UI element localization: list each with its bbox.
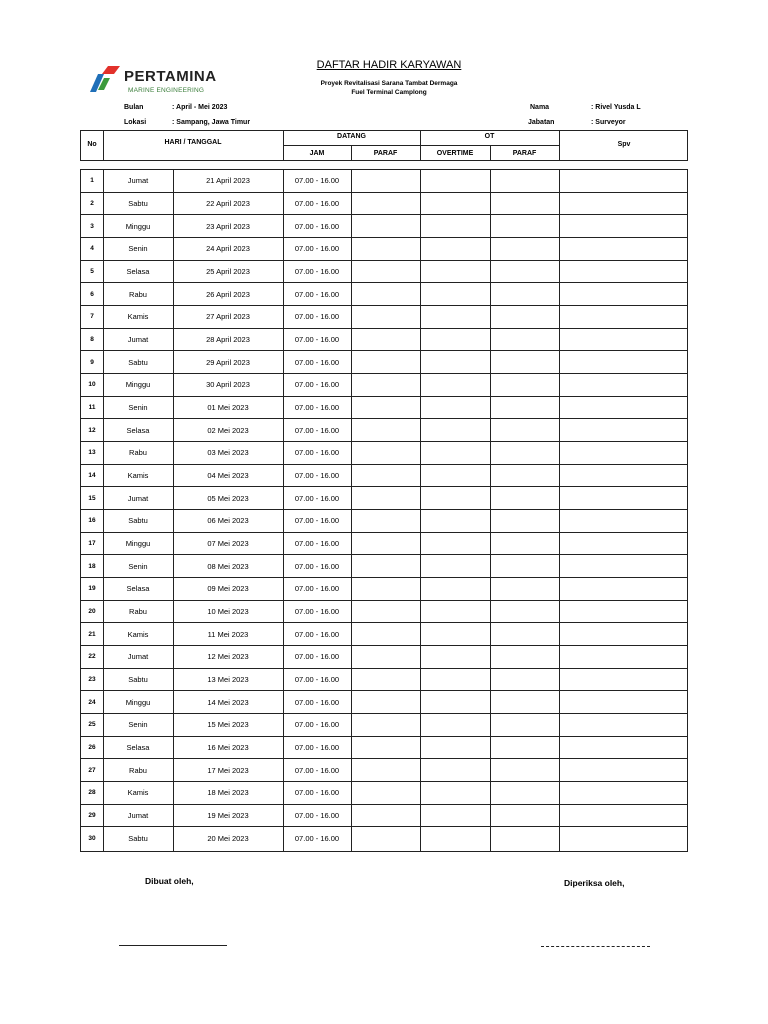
row-jam: 07.00 - 16.00 xyxy=(294,834,340,844)
table-row xyxy=(81,351,687,374)
table-row xyxy=(81,805,687,828)
paraf-cell[interactable] xyxy=(351,351,420,373)
spv-cell[interactable] xyxy=(559,283,689,305)
overtime-cell[interactable] xyxy=(420,782,490,804)
row-no: 10 xyxy=(88,381,96,389)
row-jam: 07.00 - 16.00 xyxy=(294,584,340,594)
row-hari: Jumat xyxy=(127,334,149,344)
table-row xyxy=(81,215,687,238)
row-hari: Jumat xyxy=(127,176,149,186)
row-no: 5 xyxy=(90,267,94,275)
row-no: 13 xyxy=(88,449,96,457)
spv-cell[interactable] xyxy=(559,261,689,283)
paraf-ot-cell[interactable] xyxy=(490,261,559,283)
overtime-cell[interactable] xyxy=(420,714,490,736)
spv-cell[interactable] xyxy=(559,578,689,600)
row-no: 15 xyxy=(88,494,96,502)
row-tanggal: 09 Mei 2023 xyxy=(207,584,249,594)
row-tanggal: 16 Mei 2023 xyxy=(207,742,249,752)
paraf-ot-cell[interactable] xyxy=(490,510,559,532)
row-tanggal: 05 Mei 2023 xyxy=(207,493,249,503)
row-no: 27 xyxy=(88,766,96,774)
row-no: 1 xyxy=(90,177,94,185)
row-jam: 07.00 - 16.00 xyxy=(294,357,340,367)
overtime-cell[interactable] xyxy=(420,533,490,555)
table-row xyxy=(81,759,687,782)
paraf-ot-cell[interactable] xyxy=(490,170,559,192)
row-tanggal: 13 Mei 2023 xyxy=(207,674,249,684)
row-hari: Minggu xyxy=(125,380,151,390)
row-no: 2 xyxy=(90,199,94,207)
jabatan-value: : Surveyor xyxy=(591,119,626,126)
row-tanggal: 02 Mei 2023 xyxy=(207,425,249,435)
table-row xyxy=(81,782,687,805)
row-tanggal: 22 April 2023 xyxy=(206,198,250,208)
spv-cell[interactable] xyxy=(559,215,689,237)
spv-cell[interactable] xyxy=(559,555,689,577)
project-location: Fuel Terminal Camplong xyxy=(351,89,427,96)
paraf-cell[interactable] xyxy=(351,827,420,850)
row-no: 18 xyxy=(88,562,96,570)
row-tanggal: 06 Mei 2023 xyxy=(207,516,249,526)
row-hari: Kamis xyxy=(127,629,149,639)
row-tanggal: 19 Mei 2023 xyxy=(207,810,249,820)
table-row xyxy=(81,827,687,850)
row-hari: Sabtu xyxy=(128,516,148,526)
row-tanggal: 24 April 2023 xyxy=(206,244,250,254)
header-ot: OT xyxy=(484,133,495,140)
row-tanggal: 29 April 2023 xyxy=(206,357,250,367)
row-hari: Kamis xyxy=(127,470,149,480)
spv-cell[interactable] xyxy=(559,465,689,487)
row-jam: 07.00 - 16.00 xyxy=(294,697,340,707)
paraf-cell[interactable] xyxy=(351,193,420,215)
paraf-ot-cell[interactable] xyxy=(490,827,559,850)
row-hari: Jumat xyxy=(127,652,149,662)
header-datang: DATANG xyxy=(337,133,366,140)
overtime-cell[interactable] xyxy=(420,238,490,260)
logo-subtitle: MARINE ENGINEERING xyxy=(128,87,205,94)
row-no: 24 xyxy=(88,698,96,706)
row-tanggal: 26 April 2023 xyxy=(206,289,250,299)
row-tanggal: 08 Mei 2023 xyxy=(207,561,249,571)
row-hari: Selasa xyxy=(126,425,150,435)
row-jam: 07.00 - 16.00 xyxy=(294,425,340,435)
paraf-ot-cell[interactable] xyxy=(490,737,559,759)
row-jam: 07.00 - 16.00 xyxy=(294,720,340,730)
row-tanggal: 01 Mei 2023 xyxy=(207,402,249,412)
row-jam: 07.00 - 16.00 xyxy=(294,629,340,639)
row-tanggal: 18 Mei 2023 xyxy=(207,788,249,798)
row-jam: 07.00 - 16.00 xyxy=(294,674,340,684)
row-no: 7 xyxy=(90,313,94,321)
row-jam: 07.00 - 16.00 xyxy=(294,810,340,820)
row-hari: Jumat xyxy=(127,493,149,503)
table-row xyxy=(81,646,687,669)
paraf-ot-cell[interactable] xyxy=(490,215,559,237)
row-no: 22 xyxy=(88,653,96,661)
overtime-cell[interactable] xyxy=(420,261,490,283)
logo-name: PERTAMINA xyxy=(124,68,217,85)
paraf-ot-cell[interactable] xyxy=(490,691,559,713)
spv-cell[interactable] xyxy=(559,623,689,645)
row-no: 30 xyxy=(88,835,96,843)
row-tanggal: 20 Mei 2023 xyxy=(207,834,249,844)
paraf-ot-cell[interactable] xyxy=(490,329,559,351)
row-no: 17 xyxy=(88,539,96,547)
row-tanggal: 11 Mei 2023 xyxy=(207,629,249,639)
overtime-cell[interactable] xyxy=(420,510,490,532)
nama-value: : Rivel Yusda L xyxy=(591,104,641,111)
paraf-cell[interactable] xyxy=(351,578,420,600)
row-jam: 07.00 - 16.00 xyxy=(294,334,340,344)
paraf-ot-cell[interactable] xyxy=(490,419,559,441)
paraf-ot-cell[interactable] xyxy=(490,646,559,668)
overtime-cell[interactable] xyxy=(420,691,490,713)
spv-cell[interactable] xyxy=(559,329,689,351)
row-tanggal: 03 Mei 2023 xyxy=(207,448,249,458)
table-row xyxy=(81,170,687,193)
spv-cell[interactable] xyxy=(559,170,689,192)
spv-cell[interactable] xyxy=(559,397,689,419)
header-overtime: OVERTIME xyxy=(436,150,474,157)
paraf-cell[interactable] xyxy=(351,374,420,396)
row-no: 28 xyxy=(88,789,96,797)
row-no: 4 xyxy=(90,245,94,253)
row-tanggal: 07 Mei 2023 xyxy=(207,538,249,548)
row-hari: Selasa xyxy=(126,742,150,752)
overtime-cell[interactable] xyxy=(420,623,490,645)
row-hari: Sabtu xyxy=(128,834,148,844)
overtime-cell[interactable] xyxy=(420,397,490,419)
paraf-ot-cell[interactable] xyxy=(490,306,559,328)
row-hari: Rabu xyxy=(129,448,147,458)
spv-cell[interactable] xyxy=(559,759,689,781)
table-row xyxy=(81,737,687,760)
diperiksa-oleh: Diperiksa oleh, xyxy=(564,878,625,888)
overtime-cell[interactable] xyxy=(420,487,490,509)
row-jam: 07.00 - 16.00 xyxy=(294,402,340,412)
overtime-cell[interactable] xyxy=(420,827,490,850)
row-jam: 07.00 - 16.00 xyxy=(294,765,340,775)
paraf-cell[interactable] xyxy=(351,623,420,645)
paraf-cell[interactable] xyxy=(351,397,420,419)
paraf-ot-cell[interactable] xyxy=(490,351,559,373)
row-no: 26 xyxy=(88,743,96,751)
row-no: 8 xyxy=(90,335,94,343)
table-row xyxy=(81,397,687,420)
row-hari: Minggu xyxy=(125,538,151,548)
paraf-cell[interactable] xyxy=(351,669,420,691)
overtime-cell[interactable] xyxy=(420,737,490,759)
row-jam: 07.00 - 16.00 xyxy=(294,470,340,480)
row-no: 14 xyxy=(88,471,96,479)
spv-cell[interactable] xyxy=(559,306,689,328)
spv-cell[interactable] xyxy=(559,601,689,623)
row-tanggal: 23 April 2023 xyxy=(206,221,250,231)
paraf-cell[interactable] xyxy=(351,646,420,668)
overtime-cell[interactable] xyxy=(420,170,490,192)
spv-cell[interactable] xyxy=(559,510,689,532)
spv-cell[interactable] xyxy=(559,487,689,509)
overtime-cell[interactable] xyxy=(420,669,490,691)
paraf-cell[interactable] xyxy=(351,533,420,555)
header-spv: Spv xyxy=(617,141,631,148)
table-row xyxy=(81,714,687,737)
row-no: 3 xyxy=(90,222,94,230)
table-row xyxy=(81,578,687,601)
project-name: Proyek Revitalisasi Sarana Tambat Dermaga xyxy=(320,80,458,87)
paraf-cell[interactable] xyxy=(351,419,420,441)
paraf-cell[interactable] xyxy=(351,714,420,736)
row-hari: Senin xyxy=(128,402,148,412)
overtime-cell[interactable] xyxy=(420,759,490,781)
paraf-ot-cell[interactable] xyxy=(490,374,559,396)
row-jam: 07.00 - 16.00 xyxy=(294,493,340,503)
row-hari: Sabtu xyxy=(128,357,148,367)
row-jam: 07.00 - 16.00 xyxy=(294,516,340,526)
overtime-cell[interactable] xyxy=(420,215,490,237)
lokasi-label: Lokasi xyxy=(124,119,147,126)
row-hari: Minggu xyxy=(125,697,151,707)
paraf-cell[interactable] xyxy=(351,510,420,532)
row-hari: Sabtu xyxy=(128,198,148,208)
row-tanggal: 30 April 2023 xyxy=(206,380,250,390)
row-no: 21 xyxy=(88,630,96,638)
row-no: 12 xyxy=(88,426,96,434)
header-paraf-ot: PARAF xyxy=(512,150,537,157)
overtime-cell[interactable] xyxy=(420,578,490,600)
row-jam: 07.00 - 16.00 xyxy=(294,289,340,299)
spv-cell[interactable] xyxy=(559,419,689,441)
nama-label: Nama xyxy=(530,104,550,111)
paraf-ot-cell[interactable] xyxy=(490,623,559,645)
row-tanggal: 17 Mei 2023 xyxy=(207,765,249,775)
row-jam: 07.00 - 16.00 xyxy=(294,788,340,798)
table-row xyxy=(81,623,687,646)
row-jam: 07.00 - 16.00 xyxy=(294,561,340,571)
row-no: 19 xyxy=(88,585,96,593)
bulan-label: Bulan xyxy=(124,104,144,111)
jabatan-label: Jabatan xyxy=(528,119,555,126)
row-no: 6 xyxy=(90,290,94,298)
paraf-cell[interactable] xyxy=(351,238,420,260)
attendance-table-body xyxy=(80,169,688,852)
paraf-cell[interactable] xyxy=(351,329,420,351)
paraf-ot-cell[interactable] xyxy=(490,487,559,509)
row-tanggal: 27 April 2023 xyxy=(206,312,250,322)
row-jam: 07.00 - 16.00 xyxy=(294,176,340,186)
row-hari: Kamis xyxy=(127,312,149,322)
table-row xyxy=(81,487,687,510)
row-no: 16 xyxy=(88,517,96,525)
paraf-cell[interactable] xyxy=(351,487,420,509)
paraf-ot-cell[interactable] xyxy=(490,533,559,555)
paraf-ot-cell[interactable] xyxy=(490,555,559,577)
row-hari: Selasa xyxy=(126,584,150,594)
table-row xyxy=(81,193,687,216)
paraf-ot-cell[interactable] xyxy=(490,283,559,305)
row-tanggal: 10 Mei 2023 xyxy=(207,606,249,616)
overtime-cell[interactable] xyxy=(420,419,490,441)
row-jam: 07.00 - 16.00 xyxy=(294,221,340,231)
spv-cell[interactable] xyxy=(559,442,689,464)
row-jam: 07.00 - 16.00 xyxy=(294,380,340,390)
row-hari: Sabtu xyxy=(128,674,148,684)
table-row xyxy=(81,306,687,329)
paraf-cell[interactable] xyxy=(351,737,420,759)
spv-cell[interactable] xyxy=(559,669,689,691)
table-row xyxy=(81,510,687,533)
lokasi-value: : Sampang, Jawa Timur xyxy=(172,119,251,126)
paraf-cell[interactable] xyxy=(351,306,420,328)
row-hari: Rabu xyxy=(129,289,147,299)
row-jam: 07.00 - 16.00 xyxy=(294,312,340,322)
paraf-cell[interactable] xyxy=(351,555,420,577)
paraf-cell[interactable] xyxy=(351,465,420,487)
paraf-ot-cell[interactable] xyxy=(490,442,559,464)
row-jam: 07.00 - 16.00 xyxy=(294,244,340,254)
overtime-cell[interactable] xyxy=(420,283,490,305)
row-jam: 07.00 - 16.00 xyxy=(294,266,340,276)
overtime-cell[interactable] xyxy=(420,805,490,827)
row-tanggal: 21 April 2023 xyxy=(206,176,250,186)
paraf-ot-cell[interactable] xyxy=(490,397,559,419)
row-no: 23 xyxy=(88,675,96,683)
paraf-cell[interactable] xyxy=(351,759,420,781)
overtime-cell[interactable] xyxy=(420,351,490,373)
table-row xyxy=(81,669,687,692)
overtime-cell[interactable] xyxy=(420,465,490,487)
table-row xyxy=(81,261,687,284)
spv-cell[interactable] xyxy=(559,374,689,396)
spv-cell[interactable] xyxy=(559,737,689,759)
row-no: 29 xyxy=(88,811,96,819)
paraf-cell[interactable] xyxy=(351,215,420,237)
table-row xyxy=(81,238,687,261)
table-row xyxy=(81,465,687,488)
row-jam: 07.00 - 16.00 xyxy=(294,606,340,616)
paraf-ot-cell[interactable] xyxy=(490,193,559,215)
paraf-cell[interactable] xyxy=(351,601,420,623)
paraf-ot-cell[interactable] xyxy=(490,714,559,736)
row-hari: Senin xyxy=(128,561,148,571)
table-row xyxy=(81,374,687,397)
paraf-cell[interactable] xyxy=(351,261,420,283)
row-hari: Rabu xyxy=(129,606,147,616)
row-hari: Senin xyxy=(128,720,148,730)
table-header xyxy=(80,130,688,161)
overtime-cell[interactable] xyxy=(420,555,490,577)
spv-cell[interactable] xyxy=(559,805,689,827)
header-jam: JAM xyxy=(309,150,325,157)
paraf-cell[interactable] xyxy=(351,442,420,464)
paraf-cell[interactable] xyxy=(351,691,420,713)
row-no: 9 xyxy=(90,358,94,366)
row-tanggal: 04 Mei 2023 xyxy=(207,470,249,480)
table-row xyxy=(81,691,687,714)
spv-cell[interactable] xyxy=(559,533,689,555)
row-hari: Rabu xyxy=(129,765,147,775)
paraf-ot-cell[interactable] xyxy=(490,578,559,600)
row-tanggal: 25 April 2023 xyxy=(206,266,250,276)
row-no: 25 xyxy=(88,721,96,729)
page-title: DAFTAR HADIR KARYAWAN xyxy=(316,59,462,71)
paraf-cell[interactable] xyxy=(351,170,420,192)
spv-cell[interactable] xyxy=(559,351,689,373)
header-paraf: PARAF xyxy=(373,150,398,157)
header-hari-tanggal: HARI / TANGGAL xyxy=(164,139,222,146)
paraf-cell[interactable] xyxy=(351,283,420,305)
paraf-ot-cell[interactable] xyxy=(490,759,559,781)
spv-cell[interactable] xyxy=(559,193,689,215)
table-row xyxy=(81,533,687,556)
paraf-cell[interactable] xyxy=(351,782,420,804)
paraf-ot-cell[interactable] xyxy=(490,238,559,260)
paraf-ot-cell[interactable] xyxy=(490,782,559,804)
table-row xyxy=(81,442,687,465)
overtime-cell[interactable] xyxy=(420,193,490,215)
paraf-ot-cell[interactable] xyxy=(490,465,559,487)
spv-cell[interactable] xyxy=(559,238,689,260)
overtime-cell[interactable] xyxy=(420,374,490,396)
overtime-cell[interactable] xyxy=(420,601,490,623)
spv-cell[interactable] xyxy=(559,827,689,850)
paraf-cell[interactable] xyxy=(351,805,420,827)
spv-cell[interactable] xyxy=(559,714,689,736)
table-row xyxy=(81,419,687,442)
row-jam: 07.00 - 16.00 xyxy=(294,198,340,208)
overtime-cell[interactable] xyxy=(420,646,490,668)
row-hari: Minggu xyxy=(125,221,151,231)
signature-line-diperiksa xyxy=(541,946,650,947)
overtime-cell[interactable] xyxy=(420,442,490,464)
row-no: 20 xyxy=(88,607,96,615)
table-row xyxy=(81,555,687,578)
row-jam: 07.00 - 16.00 xyxy=(294,652,340,662)
row-jam: 07.00 - 16.00 xyxy=(294,448,340,458)
row-jam: 07.00 - 16.00 xyxy=(294,742,340,752)
table-row xyxy=(81,601,687,624)
bulan-value: : April - Mei 2023 xyxy=(172,104,228,111)
signature-line-dibuat xyxy=(119,945,227,946)
spv-cell[interactable] xyxy=(559,782,689,804)
row-hari: Selasa xyxy=(126,266,150,276)
row-no: 11 xyxy=(88,403,96,411)
table-row xyxy=(81,329,687,352)
paraf-ot-cell[interactable] xyxy=(490,805,559,827)
row-tanggal: 12 Mei 2023 xyxy=(207,652,249,662)
spv-cell[interactable] xyxy=(559,646,689,668)
row-tanggal: 14 Mei 2023 xyxy=(207,697,249,707)
overtime-cell[interactable] xyxy=(420,306,490,328)
row-hari: Kamis xyxy=(127,788,149,798)
spv-cell[interactable] xyxy=(559,691,689,713)
table-row xyxy=(81,283,687,306)
row-hari: Senin xyxy=(128,244,148,254)
row-hari: Jumat xyxy=(127,810,149,820)
overtime-cell[interactable] xyxy=(420,329,490,351)
row-jam: 07.00 - 16.00 xyxy=(294,538,340,548)
row-tanggal: 28 April 2023 xyxy=(206,334,250,344)
header-no: No xyxy=(87,141,97,148)
paraf-ot-cell[interactable] xyxy=(490,669,559,691)
paraf-ot-cell[interactable] xyxy=(490,601,559,623)
row-tanggal: 15 Mei 2023 xyxy=(207,720,249,730)
dibuat-oleh: Dibuat oleh, xyxy=(145,876,194,886)
